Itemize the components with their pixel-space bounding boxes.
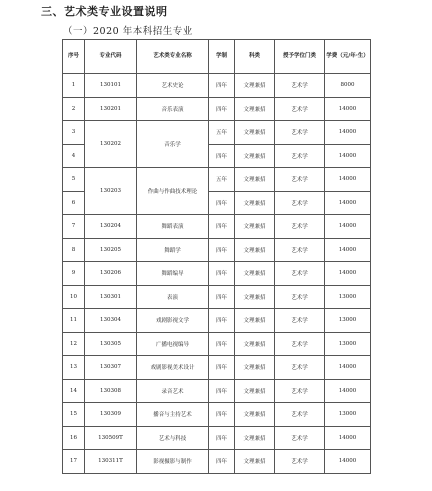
cell-degree: 艺术学 (275, 379, 325, 403)
table-row (63, 450, 371, 474)
cell-code: 130309 (85, 403, 137, 427)
cell-code: 130101 (85, 74, 137, 98)
cell-fee: 14000 (325, 450, 371, 474)
header-length: 学制 (209, 40, 235, 74)
cell-fee: 13000 (325, 332, 371, 356)
cell-fee: 14000 (325, 191, 371, 215)
table-row (63, 379, 371, 403)
cell-degree: 艺术学 (275, 74, 325, 98)
table-row (63, 309, 371, 333)
cell-code: 130203 (85, 168, 137, 215)
cell-type: 文理兼招 (235, 262, 275, 286)
cell-fee: 14000 (325, 168, 371, 192)
cell-no: 3 (63, 121, 85, 145)
cell-name: 音乐表演 (137, 97, 209, 121)
cell-fee: 14000 (325, 144, 371, 168)
cell-type: 文理兼招 (235, 379, 275, 403)
cell-no: 16 (63, 426, 85, 450)
cell-type: 文理兼招 (235, 191, 275, 215)
cell-degree: 艺术学 (275, 450, 325, 474)
header-code: 专业代码 (85, 40, 137, 74)
cell-degree: 艺术学 (275, 121, 325, 145)
cell-fee: 14000 (325, 215, 371, 239)
cell-length: 四年 (209, 426, 235, 450)
table-row (63, 238, 371, 262)
header-fee: 学费（元/年·生） (325, 40, 371, 74)
cell-fee: 14000 (325, 238, 371, 262)
cell-code: 130206 (85, 262, 137, 286)
cell-code: 130308 (85, 379, 137, 403)
cell-no: 5 (63, 168, 85, 192)
table-row (63, 426, 371, 450)
cell-name: 播音与主持艺术 (137, 403, 209, 427)
cell-length: 五年 (209, 168, 235, 192)
table-row (63, 332, 371, 356)
cell-type: 文理兼招 (235, 215, 275, 239)
cell-no: 9 (63, 262, 85, 286)
cell-length: 四年 (209, 215, 235, 239)
cell-degree: 艺术学 (275, 426, 325, 450)
cell-no: 2 (63, 97, 85, 121)
cell-degree: 艺术学 (275, 332, 325, 356)
cell-no: 8 (63, 238, 85, 262)
cell-length: 四年 (209, 450, 235, 474)
table-row (63, 168, 371, 192)
cell-name: 戏剧影视文学 (137, 309, 209, 333)
cell-fee: 14000 (325, 262, 371, 286)
table-row (63, 121, 371, 145)
cell-name: 艺术史论 (137, 74, 209, 98)
cell-degree: 艺术学 (275, 356, 325, 380)
cell-type: 文理兼招 (235, 450, 275, 474)
cell-fee: 8000 (325, 74, 371, 98)
cell-type: 文理兼招 (235, 238, 275, 262)
table-row (63, 215, 371, 239)
cell-length: 五年 (209, 121, 235, 145)
cell-length: 四年 (209, 379, 235, 403)
cell-code: 130204 (85, 215, 137, 239)
cell-type: 文理兼招 (235, 121, 275, 145)
cell-name: 作曲与作曲技术理论 (137, 168, 209, 215)
cell-degree: 艺术学 (275, 215, 325, 239)
cell-no: 11 (63, 309, 85, 333)
cell-type: 文理兼招 (235, 168, 275, 192)
cell-no: 7 (63, 215, 85, 239)
table-row (63, 403, 371, 427)
cell-name: 表演 (137, 285, 209, 309)
cell-length: 四年 (209, 238, 235, 262)
cell-degree: 艺术学 (275, 285, 325, 309)
table-row (63, 97, 371, 121)
cell-type: 文理兼招 (235, 144, 275, 168)
cell-name: 音乐学 (137, 121, 209, 168)
cell-degree: 艺术学 (275, 97, 325, 121)
cell-degree: 艺术学 (275, 262, 325, 286)
section-subheading: （一）2020 年本科招生专业 (63, 26, 193, 37)
cell-fee: 14000 (325, 97, 371, 121)
cell-type: 文理兼招 (235, 97, 275, 121)
cell-length: 四年 (209, 356, 235, 380)
cell-type: 文理兼招 (235, 332, 275, 356)
cell-length: 四年 (209, 403, 235, 427)
table-row (63, 262, 371, 286)
cell-name: 广播电视编导 (137, 332, 209, 356)
header-degree: 授予学位门类 (275, 40, 325, 74)
table-row (63, 356, 371, 380)
cell-degree: 艺术学 (275, 191, 325, 215)
cell-code: 130509T (85, 426, 137, 450)
cell-name: 舞蹈表演 (137, 215, 209, 239)
cell-no: 15 (63, 403, 85, 427)
cell-type: 文理兼招 (235, 403, 275, 427)
cell-fee: 14000 (325, 426, 371, 450)
cell-name: 舞蹈学 (137, 238, 209, 262)
section-heading: 三、艺术类专业设置说明 (41, 5, 168, 18)
cell-code: 130305 (85, 332, 137, 356)
cell-name: 影视摄影与制作 (137, 450, 209, 474)
cell-type: 文理兼招 (235, 74, 275, 98)
cell-no: 13 (63, 356, 85, 380)
cell-no: 10 (63, 285, 85, 309)
cell-code: 130311T (85, 450, 137, 474)
cell-length: 四年 (209, 144, 235, 168)
cell-no: 6 (63, 191, 85, 215)
cell-degree: 艺术学 (275, 144, 325, 168)
cell-length: 四年 (209, 74, 235, 98)
cell-length: 四年 (209, 332, 235, 356)
table-row (63, 285, 371, 309)
cell-code: 130304 (85, 309, 137, 333)
header-no: 序号 (63, 40, 85, 74)
cell-fee: 13000 (325, 285, 371, 309)
cell-degree: 艺术学 (275, 238, 325, 262)
cell-length: 四年 (209, 97, 235, 121)
cell-no: 17 (63, 450, 85, 474)
cell-code: 130205 (85, 238, 137, 262)
table-header-row (63, 40, 371, 74)
cell-name: 艺术与科技 (137, 426, 209, 450)
cell-degree: 艺术学 (275, 309, 325, 333)
cell-degree: 艺术学 (275, 403, 325, 427)
cell-degree: 艺术学 (275, 168, 325, 192)
cell-code: 130201 (85, 97, 137, 121)
cell-type: 文理兼招 (235, 356, 275, 380)
cell-no: 1 (63, 74, 85, 98)
cell-fee: 13000 (325, 403, 371, 427)
cell-fee: 14000 (325, 379, 371, 403)
header-name: 艺术类专业名称 (137, 40, 209, 74)
header-type: 科类 (235, 40, 275, 74)
cell-type: 文理兼招 (235, 309, 275, 333)
cell-length: 四年 (209, 191, 235, 215)
cell-name: 录音艺术 (137, 379, 209, 403)
cell-no: 14 (63, 379, 85, 403)
cell-code: 130202 (85, 121, 137, 168)
cell-length: 四年 (209, 262, 235, 286)
cell-fee: 13000 (325, 309, 371, 333)
cell-name: 舞蹈编导 (137, 262, 209, 286)
cell-type: 文理兼招 (235, 426, 275, 450)
cell-no: 12 (63, 332, 85, 356)
majors-table (62, 39, 371, 474)
cell-code: 130307 (85, 356, 137, 380)
cell-fee: 14000 (325, 356, 371, 380)
cell-name: 戏剧影视美术设计 (137, 356, 209, 380)
cell-length: 四年 (209, 309, 235, 333)
cell-type: 文理兼招 (235, 285, 275, 309)
cell-length: 四年 (209, 285, 235, 309)
cell-no: 4 (63, 144, 85, 168)
cell-code: 130301 (85, 285, 137, 309)
table-row (63, 74, 371, 98)
cell-fee: 14000 (325, 121, 371, 145)
